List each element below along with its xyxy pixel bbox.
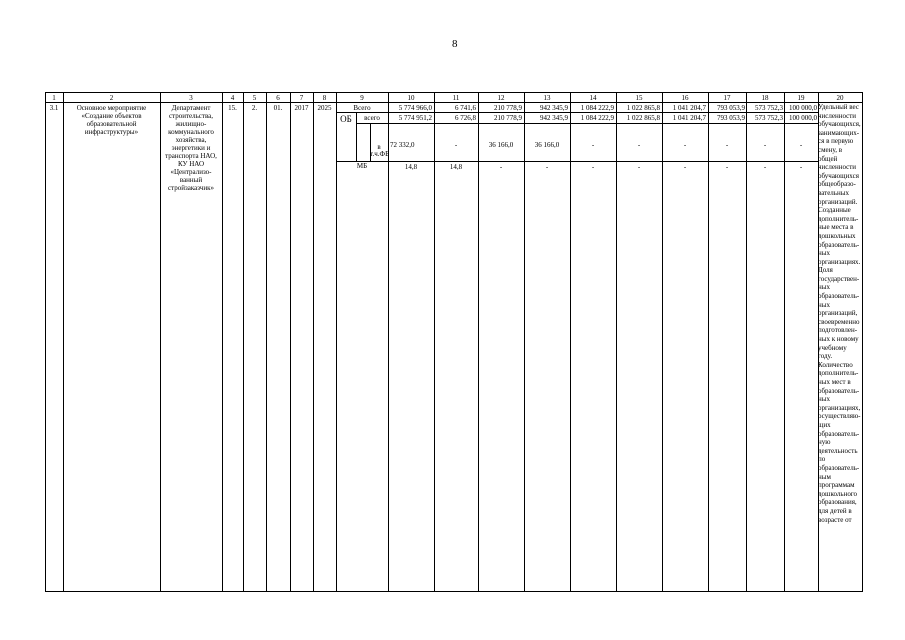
mb-2020: - [591,163,595,171]
ob-vsego-2019: 942 345,9 [540,114,568,122]
header-col-9: 9 [360,94,364,102]
ob-vsego-2017: 6 726,8 [455,114,476,122]
ob-vsego-2025: 100 000,0 [789,114,817,122]
vsego-2018: 210 778,9 [494,104,522,112]
ob-vsego-2024: 573 752,3 [755,114,783,122]
ob-fb-2025: - [799,141,803,149]
ob-fb-2023: - [725,141,729,149]
ob-fb-total: 72 332,0 [390,141,415,149]
ob-fb-2021: - [637,141,641,149]
vsego-2019: 942 345,9 [540,104,568,112]
mb-2023: - [725,163,729,171]
header-col-5: 5 [252,94,257,102]
col-border [222,92,223,592]
header-col-11: 11 [452,94,460,102]
label-mb: МБ [356,162,368,170]
header-col-1: 1 [52,94,56,102]
vsego-2020: 1 084 222,9 [580,104,614,112]
header-col-17: 17 [723,94,731,102]
col-border [862,92,863,592]
page-number: 8 [452,38,458,50]
vsego-2021: 1 022 865,8 [626,104,660,112]
mb-2018: - [499,163,503,171]
program-table [45,92,862,592]
col-border [63,92,64,592]
header-col-2: 2 [109,94,114,102]
ob-fb-2018: 36 166,0 [488,141,514,149]
ob-vsego-2023: 793 053,9 [717,114,745,122]
header-col-13: 13 [543,94,551,102]
row-number: 3.1 [49,104,59,112]
row-line-ob-vsego [356,123,818,124]
header-col-15: 15 [635,94,643,102]
measure-name: Основное мероприятие «Создание объектов образовательной инфраструктуры» [76,104,147,136]
header-col-19: 19 [797,94,805,102]
ob-fb-2022: - [683,141,687,149]
header-col-3: 3 [189,94,193,102]
col-border [290,92,291,592]
label-ob: ОБ [340,114,352,124]
start-year: 2017 [294,104,309,112]
header-col-12: 12 [497,94,505,102]
label-ob-vsego: всего [364,114,380,122]
header-col-8: 8 [322,94,327,102]
header-col-10: 10 [407,94,415,102]
mb-2022: - [683,163,687,171]
header-col-7: 7 [299,94,304,102]
header-col-18: 18 [761,94,769,102]
header-col-16: 16 [681,94,689,102]
header-col-6: 6 [276,94,280,102]
ob-vsego-2020: 1 084 222,9 [580,114,614,122]
ob-vsego-2018: 210 778,9 [494,114,522,122]
responsible-executor: Департамент строительства, жилищно-коммунального хозяйства, энергетики и транспорта НАО, КУ НАО «Централизо-ванный стройзаказчик» [165,104,217,192]
header-col-14: 14 [589,94,597,102]
mb-2017: 14,8 [449,163,463,171]
col-border [266,92,267,592]
ob-fb-2024: - [763,141,767,149]
col-border [45,92,46,592]
vsego-2017: 6 741,6 [455,104,476,112]
code-col-4: 15. [228,104,237,112]
code-col-6: 01. [273,104,283,112]
vsego-2025: 100 000,0 [789,104,817,112]
vsego-2023: 793 053,9 [717,104,745,112]
table-top-border [45,92,862,93]
header-col-4: 4 [230,94,235,102]
mb-total: 14,8 [404,163,418,171]
ob-fb-2019: 36 166,0 [534,141,560,149]
table-bottom-border [45,591,862,592]
mb-2021: - [637,163,641,171]
header-row-border [45,102,862,103]
col-border [243,92,244,592]
header-col-20: 20 [836,94,844,102]
mb-2024: - [763,163,767,171]
label-ob-fb: в т.ч.ФБ [370,143,390,158]
vsego-2024: 573 752,3 [755,104,783,112]
target-indicators: Удельный вес численности обучающихся, занимающих-ся в первую смену, в общей численности обучающихся общеобразо-вательных организаций. Созданные дополнитель-ные места в дошкольных образователь-ных организациях. Доля государствен-ных образователь-ных организаций, своевременно подготовлен-ных к новому учебному году. Количество дополнитель-ных мест в образователь-ных организациях, осуществляю-щих образователь-ную деятельность по образователь-ным программам дошкольного образования, для детей в возрасте от [818,103,861,524]
end-year: 2025 [317,104,332,112]
mb-2025: - [799,163,803,171]
ob-vsego-2022: 1 041 204,7 [672,114,706,122]
vsego-total: 5 774 966,0 [398,104,432,112]
mb-2019: - [545,163,549,171]
ob-vsego-2021: 1 022 865,8 [626,114,660,122]
code-col-5: 2. [251,104,258,112]
ob-fb-2017: - [454,141,458,149]
vsego-2022: 1 041 204,7 [672,104,706,112]
label-vsego: Всего [353,104,371,112]
col-border [313,92,314,592]
ob-fb-2020: - [591,141,595,149]
ob-vsego-total: 5 774 951,2 [398,114,432,122]
col-border [160,92,161,592]
